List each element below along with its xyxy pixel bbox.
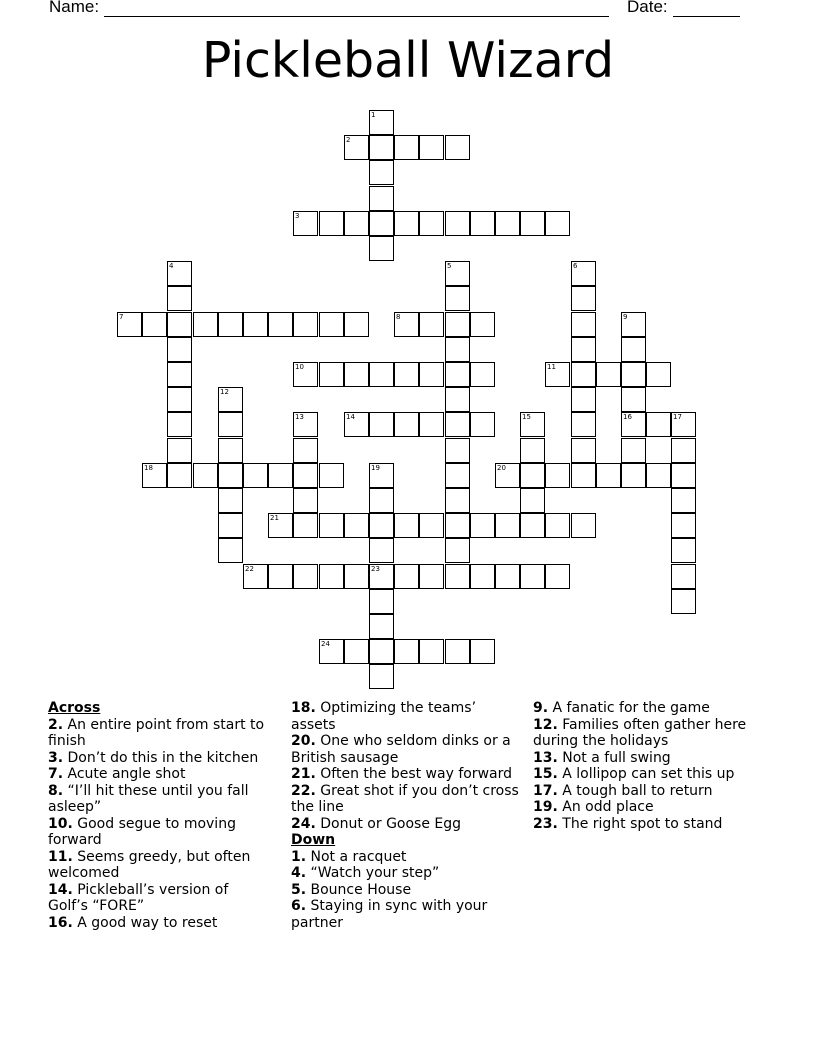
crossword-cell[interactable] bbox=[621, 312, 646, 337]
crossword-cell[interactable] bbox=[268, 463, 293, 488]
clue bbox=[48, 717, 270, 750]
cell-number: 23 bbox=[371, 565, 380, 573]
clue bbox=[48, 766, 270, 783]
crossword-cell[interactable] bbox=[167, 362, 192, 387]
clue-text: A lollipop can set this up bbox=[562, 766, 735, 782]
crossword-cell[interactable] bbox=[545, 362, 570, 387]
crossword-cell[interactable] bbox=[520, 412, 545, 437]
crossword-cell[interactable] bbox=[621, 362, 646, 387]
clue-column-3 bbox=[533, 700, 773, 832]
clue-text: A tough ball to return bbox=[562, 782, 713, 799]
crossword-cell[interactable] bbox=[545, 463, 570, 488]
crossword-cell[interactable] bbox=[671, 564, 696, 589]
clue-text: Pickleball’s version of Golf’s “FORE” bbox=[48, 881, 229, 914]
clue-number: 6. bbox=[291, 898, 307, 914]
clue-text: Bounce House bbox=[310, 881, 412, 898]
crossword-cell[interactable] bbox=[671, 538, 696, 563]
crossword-cell[interactable] bbox=[495, 564, 520, 589]
clue-number: 20. bbox=[291, 733, 316, 749]
crossword-cell[interactable] bbox=[319, 362, 344, 387]
crossword-cell[interactable] bbox=[445, 362, 470, 387]
crossword-cell[interactable] bbox=[646, 463, 671, 488]
crossword-cell[interactable] bbox=[268, 513, 293, 538]
crossword-cell[interactable] bbox=[671, 463, 696, 488]
clue-number: 22. bbox=[291, 782, 316, 799]
clue-text: Great shot if you don’t cross the line bbox=[291, 782, 519, 815]
cell-number: 1 bbox=[371, 111, 376, 119]
crossword-cell[interactable] bbox=[218, 513, 243, 538]
crossword-cell[interactable] bbox=[571, 337, 596, 362]
crossword-cell[interactable] bbox=[117, 312, 142, 337]
clue bbox=[48, 849, 270, 882]
crossword-cell[interactable] bbox=[571, 261, 596, 286]
clue bbox=[291, 882, 521, 899]
crossword-cell[interactable] bbox=[319, 463, 344, 488]
crossword-cell[interactable] bbox=[445, 261, 470, 286]
crossword-cell[interactable] bbox=[319, 312, 344, 337]
crossword-cell[interactable] bbox=[470, 564, 495, 589]
clue-number: 14. bbox=[48, 881, 73, 898]
cell-number: 7 bbox=[119, 313, 124, 321]
cell-number: 15 bbox=[522, 413, 531, 421]
crossword-cell[interactable] bbox=[596, 463, 621, 488]
crossword-cell[interactable] bbox=[646, 362, 671, 387]
crossword-cell[interactable] bbox=[344, 135, 369, 160]
crossword-cell[interactable] bbox=[621, 463, 646, 488]
crossword-cell[interactable] bbox=[193, 463, 218, 488]
clue-text: Optimizing the teams’ assets bbox=[291, 700, 477, 733]
crossword-cell[interactable] bbox=[319, 639, 344, 664]
crossword-cell[interactable] bbox=[419, 135, 444, 160]
crossword-cell[interactable] bbox=[419, 412, 444, 437]
crossword-cell[interactable] bbox=[369, 488, 394, 513]
crossword-cell[interactable] bbox=[394, 362, 419, 387]
cell-number: 9 bbox=[623, 313, 628, 321]
clue-text: A good way to reset bbox=[77, 914, 218, 931]
crossword-cell[interactable] bbox=[218, 463, 243, 488]
crossword-cell[interactable] bbox=[445, 513, 470, 538]
crossword-cell[interactable] bbox=[545, 513, 570, 538]
crossword-cell[interactable] bbox=[520, 211, 545, 236]
crossword-cell[interactable] bbox=[369, 589, 394, 614]
clue bbox=[533, 816, 773, 833]
crossword-cell[interactable] bbox=[293, 211, 318, 236]
crossword-cell[interactable] bbox=[293, 564, 318, 589]
puzzle-title: Pickleball Wizard bbox=[201, 32, 615, 89]
clue-number: 21. bbox=[291, 766, 316, 782]
crossword-cell[interactable] bbox=[218, 538, 243, 563]
crossword-cell[interactable] bbox=[470, 211, 495, 236]
crossword-cell[interactable] bbox=[369, 160, 394, 185]
clue-number: 2. bbox=[48, 716, 64, 733]
cell-number: 19 bbox=[371, 464, 380, 472]
crossword-cell[interactable] bbox=[419, 211, 444, 236]
clue-number: 16. bbox=[48, 914, 73, 931]
crossword-cell[interactable] bbox=[243, 463, 268, 488]
clue bbox=[291, 766, 521, 783]
crossword-cell[interactable] bbox=[520, 438, 545, 463]
clue bbox=[533, 783, 773, 800]
crossword-cell[interactable] bbox=[394, 312, 419, 337]
crossword-cell[interactable] bbox=[571, 312, 596, 337]
crossword-cell[interactable] bbox=[445, 211, 470, 236]
crossword-cell[interactable] bbox=[445, 412, 470, 437]
crossword-cell[interactable] bbox=[218, 387, 243, 412]
clue-number: 3. bbox=[48, 749, 64, 766]
crossword-cell[interactable] bbox=[167, 286, 192, 311]
crossword-cell[interactable] bbox=[419, 362, 444, 387]
crossword-cell[interactable] bbox=[671, 488, 696, 513]
crossword-cell[interactable] bbox=[445, 463, 470, 488]
crossword-cell[interactable] bbox=[369, 463, 394, 488]
cell-number: 8 bbox=[396, 313, 401, 321]
crossword-cell[interactable] bbox=[319, 513, 344, 538]
crossword-cell[interactable] bbox=[293, 488, 318, 513]
down-heading: Down bbox=[291, 832, 336, 848]
crossword-cell[interactable] bbox=[293, 362, 318, 387]
crossword-cell[interactable] bbox=[218, 312, 243, 337]
crossword-cell[interactable] bbox=[571, 412, 596, 437]
crossword-cell[interactable] bbox=[445, 135, 470, 160]
crossword-cell[interactable] bbox=[394, 513, 419, 538]
crossword-cell[interactable] bbox=[671, 589, 696, 614]
crossword-cell[interactable] bbox=[369, 564, 394, 589]
crossword-cell[interactable] bbox=[394, 135, 419, 160]
crossword-cell[interactable] bbox=[671, 438, 696, 463]
cell-number: 21 bbox=[270, 514, 279, 522]
clue bbox=[291, 849, 521, 866]
clue-number: 1. bbox=[291, 848, 307, 865]
crossword-cell[interactable] bbox=[268, 564, 293, 589]
crossword-cell[interactable] bbox=[520, 463, 545, 488]
crossword-cell[interactable] bbox=[369, 135, 394, 160]
clue-text: The right spot to stand bbox=[562, 815, 723, 832]
crossword-cell[interactable] bbox=[369, 236, 394, 261]
crossword-cell[interactable] bbox=[621, 438, 646, 463]
crossword-cell[interactable] bbox=[218, 412, 243, 437]
crossword-cell[interactable] bbox=[243, 312, 268, 337]
clue bbox=[533, 700, 773, 717]
clue bbox=[291, 733, 521, 766]
clue bbox=[291, 865, 521, 882]
crossword-cell[interactable] bbox=[293, 463, 318, 488]
crossword-cell[interactable] bbox=[545, 564, 570, 589]
clue-column-2 bbox=[291, 700, 521, 931]
crossword-cell[interactable] bbox=[142, 312, 167, 337]
clue-text: Often the best way forward bbox=[320, 766, 512, 782]
crossword-cell[interactable] bbox=[419, 312, 444, 337]
crossword-cell[interactable] bbox=[167, 438, 192, 463]
clue-number: 4. bbox=[291, 865, 307, 881]
crossword-cell[interactable] bbox=[646, 412, 671, 437]
cell-number: 3 bbox=[295, 212, 300, 220]
crossword-cell[interactable] bbox=[571, 513, 596, 538]
crossword-cell[interactable] bbox=[495, 463, 520, 488]
crossword-cell[interactable] bbox=[571, 438, 596, 463]
clue-number: 12. bbox=[533, 716, 558, 733]
crossword-cell[interactable] bbox=[470, 639, 495, 664]
cell-number: 22 bbox=[245, 565, 254, 573]
crossword-cell[interactable] bbox=[293, 412, 318, 437]
crossword-cell[interactable] bbox=[293, 438, 318, 463]
clue-number: 8. bbox=[48, 782, 64, 799]
clue-number: 11. bbox=[48, 848, 73, 865]
cell-number: 4 bbox=[169, 262, 174, 270]
crossword-cell[interactable] bbox=[495, 211, 520, 236]
crossword-cell[interactable] bbox=[167, 387, 192, 412]
cell-number: 11 bbox=[547, 363, 556, 371]
crossword-cell[interactable] bbox=[445, 337, 470, 362]
clue bbox=[48, 750, 270, 767]
crossword-cell[interactable] bbox=[319, 211, 344, 236]
clue-text: A fanatic for the game bbox=[552, 700, 710, 716]
crossword-cell[interactable] bbox=[193, 312, 218, 337]
clue-text: Acute angle shot bbox=[67, 766, 186, 782]
crossword-cell[interactable] bbox=[470, 312, 495, 337]
crossword-cell[interactable] bbox=[571, 387, 596, 412]
clue-number: 17. bbox=[533, 782, 558, 799]
crossword-cell[interactable] bbox=[344, 312, 369, 337]
crossword-cell[interactable] bbox=[445, 639, 470, 664]
cell-number: 14 bbox=[346, 413, 355, 421]
cell-number: 24 bbox=[321, 640, 330, 648]
crossword-cell[interactable] bbox=[369, 513, 394, 538]
crossword-cell[interactable] bbox=[344, 412, 369, 437]
crossword-cell[interactable] bbox=[369, 211, 394, 236]
crossword-cell[interactable] bbox=[621, 337, 646, 362]
crossword-cell[interactable] bbox=[520, 488, 545, 513]
crossword-cell[interactable] bbox=[495, 513, 520, 538]
crossword-cell[interactable] bbox=[445, 286, 470, 311]
crossword-cell[interactable] bbox=[369, 639, 394, 664]
crossword-cell[interactable] bbox=[445, 387, 470, 412]
crossword-cell[interactable] bbox=[344, 513, 369, 538]
crossword-cell[interactable] bbox=[293, 312, 318, 337]
clue bbox=[533, 766, 773, 783]
crossword-cell[interactable] bbox=[671, 513, 696, 538]
clue bbox=[291, 783, 521, 816]
clue-number: 10. bbox=[48, 815, 73, 832]
cell-number: 13 bbox=[295, 413, 304, 421]
crossword-cell[interactable] bbox=[419, 564, 444, 589]
clue-text: Families often gather here during the holidays bbox=[533, 716, 747, 749]
date-label: Date: bbox=[627, 0, 668, 16]
crossword-cell[interactable] bbox=[167, 261, 192, 286]
crossword-cell[interactable] bbox=[571, 286, 596, 311]
clue-text: “Watch your step” bbox=[310, 865, 440, 881]
clue bbox=[533, 750, 773, 767]
clue-number: 23. bbox=[533, 815, 558, 832]
clue bbox=[533, 717, 773, 750]
crossword-cell[interactable] bbox=[445, 564, 470, 589]
clue-text: Good segue to moving forward bbox=[48, 815, 236, 848]
clue-number: 19. bbox=[533, 799, 558, 815]
cell-number: 2 bbox=[346, 136, 351, 144]
name-label: Name: bbox=[49, 0, 100, 16]
crossword-cell[interactable] bbox=[419, 513, 444, 538]
clue bbox=[291, 816, 521, 833]
crossword-cell[interactable] bbox=[167, 412, 192, 437]
crossword-cell[interactable] bbox=[319, 564, 344, 589]
crossword-cell[interactable] bbox=[142, 463, 167, 488]
crossword-cell[interactable] bbox=[268, 312, 293, 337]
crossword-cell[interactable] bbox=[545, 211, 570, 236]
crossword-cell[interactable] bbox=[470, 513, 495, 538]
clue-number: 18. bbox=[291, 700, 316, 716]
clue bbox=[48, 816, 270, 849]
crossword-cell[interactable] bbox=[596, 362, 621, 387]
clue-text: Not a full swing bbox=[562, 749, 671, 766]
clue bbox=[533, 799, 773, 816]
clue bbox=[48, 915, 270, 932]
cell-number: 18 bbox=[144, 464, 153, 472]
crossword-cell[interactable] bbox=[394, 412, 419, 437]
crossword-cell[interactable] bbox=[394, 639, 419, 664]
crossword-cell[interactable] bbox=[571, 463, 596, 488]
crossword-cell[interactable] bbox=[218, 488, 243, 513]
clue-number: 5. bbox=[291, 881, 307, 898]
cell-number: 10 bbox=[295, 363, 304, 371]
crossword-cell[interactable] bbox=[419, 639, 444, 664]
clue-text: Not a racquet bbox=[310, 848, 407, 865]
clue-text: Staying in sync with your partner bbox=[291, 898, 488, 931]
crossword-cell[interactable] bbox=[369, 538, 394, 563]
crossword-cell[interactable] bbox=[369, 664, 394, 689]
clue bbox=[48, 882, 270, 915]
crossword-cell[interactable] bbox=[293, 513, 318, 538]
clue-text: One who seldom dinks or a British sausage bbox=[291, 733, 511, 766]
crossword-cell[interactable] bbox=[344, 211, 369, 236]
clue-number: 15. bbox=[533, 766, 558, 782]
crossword-cell[interactable] bbox=[167, 463, 192, 488]
cell-number: 16 bbox=[623, 413, 632, 421]
cell-number: 12 bbox=[220, 388, 229, 396]
crossword-cell[interactable] bbox=[369, 362, 394, 387]
clue bbox=[48, 783, 270, 816]
across-heading: Across bbox=[48, 700, 101, 716]
crossword-cell[interactable] bbox=[445, 312, 470, 337]
crossword-cell[interactable] bbox=[218, 438, 243, 463]
crossword-cell[interactable] bbox=[671, 412, 696, 437]
clue-number: 7. bbox=[48, 766, 64, 782]
crossword-cell[interactable] bbox=[344, 564, 369, 589]
clue-number: 24. bbox=[291, 815, 316, 832]
crossword-cell[interactable] bbox=[394, 564, 419, 589]
cell-number: 17 bbox=[673, 413, 682, 421]
clue bbox=[291, 898, 521, 931]
crossword-cell[interactable] bbox=[445, 538, 470, 563]
cell-number: 5 bbox=[447, 262, 452, 270]
clue-text: An odd place bbox=[562, 799, 654, 815]
clue-text: Don’t do this in the kitchen bbox=[67, 749, 259, 766]
crossword-cell[interactable] bbox=[470, 362, 495, 387]
crossword-cell[interactable] bbox=[243, 564, 268, 589]
crossword-cell[interactable] bbox=[621, 412, 646, 437]
crossword-cell[interactable] bbox=[445, 488, 470, 513]
crossword-cell[interactable] bbox=[167, 312, 192, 337]
clue bbox=[291, 700, 521, 733]
crossword-cell[interactable] bbox=[520, 513, 545, 538]
crossword-cell[interactable] bbox=[470, 412, 495, 437]
clue-text: An entire point from start to finish bbox=[48, 716, 265, 749]
crossword-cell[interactable] bbox=[344, 362, 369, 387]
clue-number: 9. bbox=[533, 700, 549, 716]
crossword-cell[interactable] bbox=[369, 614, 394, 639]
crossword-cell[interactable] bbox=[621, 387, 646, 412]
crossword-cell[interactable] bbox=[369, 186, 394, 211]
clue-number: 13. bbox=[533, 749, 558, 766]
crossword-cell[interactable] bbox=[445, 438, 470, 463]
clue-column-1 bbox=[48, 700, 270, 931]
crossword-cell[interactable] bbox=[167, 337, 192, 362]
crossword-cell[interactable] bbox=[344, 639, 369, 664]
cell-number: 20 bbox=[497, 464, 506, 472]
clue-text: Donut or Goose Egg bbox=[320, 815, 462, 832]
crossword-cell[interactable] bbox=[369, 110, 394, 135]
crossword-cell[interactable] bbox=[520, 564, 545, 589]
crossword-cell[interactable] bbox=[394, 211, 419, 236]
clue-text: Seems greedy, but often welcomed bbox=[48, 848, 251, 881]
crossword-cell[interactable] bbox=[369, 412, 394, 437]
crossword-cell[interactable] bbox=[571, 362, 596, 387]
clue-text: “I’ll hit these until you fall asleep” bbox=[48, 782, 249, 815]
cell-number: 6 bbox=[573, 262, 578, 270]
